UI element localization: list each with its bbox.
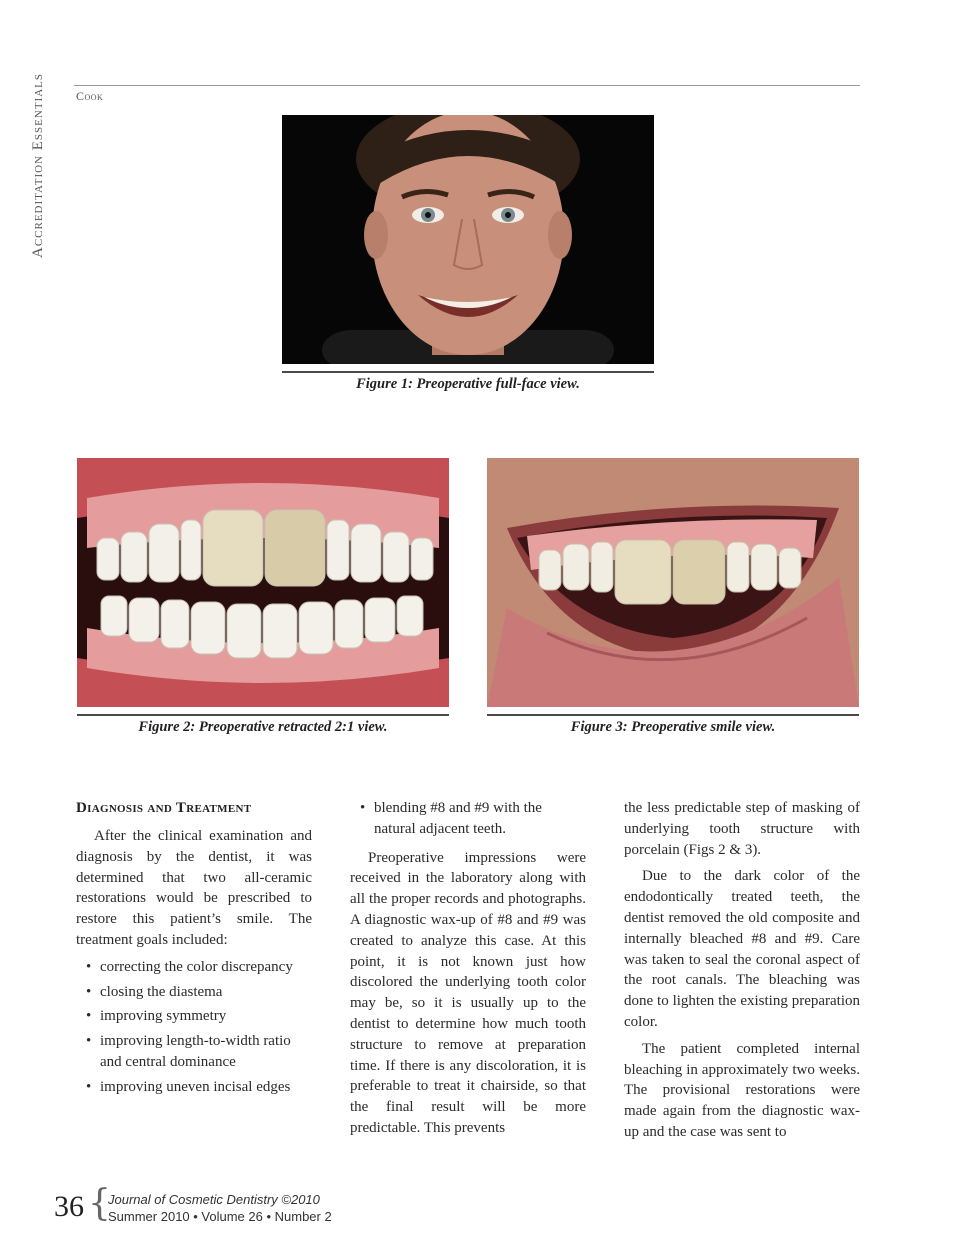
column-2 xyxy=(350,798,586,1145)
figure-3-caption: Figure 3: Preoperative smile view. xyxy=(570,719,776,735)
section-heading: Diagnosis and Treatment xyxy=(76,800,252,816)
figure-2-photo xyxy=(77,458,449,707)
figure-3-rule xyxy=(487,714,859,716)
column-3 xyxy=(624,798,860,1149)
col1-paragraph: After the clinical examination and diagnosis by the dentist, it was determined that two all-ceramic restorations would be prescribed to restore this patient’s smile. The treatment goals included: xyxy=(76,828,312,948)
list-item: • correcting the color discrepancy xyxy=(86,957,312,978)
footer-brace: { xyxy=(88,1183,111,1224)
figure-1-rule xyxy=(282,371,654,373)
list-item: • improving uneven incisal edges xyxy=(86,1077,312,1098)
footer-journal: Journal of Cosmetic Dentistry ©2010 xyxy=(108,1192,320,1207)
running-head: Cook xyxy=(76,89,104,103)
list-item: • improving length-to-width ratio and central dominance xyxy=(86,1031,312,1073)
figure-2-caption: Figure 2: Preoperative retracted 2:1 view. xyxy=(138,719,388,735)
figure-2-rule xyxy=(77,714,449,716)
section-sidebar-title: Accreditation Essentials xyxy=(30,73,46,258)
treatment-goals-list-continued xyxy=(350,798,586,840)
figure-1-caption: Figure 1: Preoperative full-face view. xyxy=(356,376,580,392)
header-rule xyxy=(74,85,860,86)
list-item: • blending #8 and #9 with the natural adjacent teeth. xyxy=(360,798,586,840)
col3-paragraph-3: The patient completed internal bleaching in approximately two weeks. The provisional restorations were made again from the diagnostic wax-up and the case was sent to xyxy=(624,1040,860,1140)
list-item: • improving symmetry xyxy=(86,1006,312,1027)
treatment-goals-list xyxy=(76,957,312,1098)
figure-3-photo xyxy=(487,458,859,707)
footer-issue: Summer 2010 • Volume 26 • Number 2 xyxy=(108,1209,332,1224)
page-number: 36 xyxy=(54,1190,84,1223)
column-1 xyxy=(76,826,312,1102)
col3-paragraph-1: the less predictable step of masking of underlying tooth structure with porcelain (Figs 2 & 3). xyxy=(624,800,860,858)
col2-paragraph: Preoperative impressions were received in the laboratory along with all the proper records and photographs. A diagnostic wax-up of #8 and #9 was created to analyze this case. At this point, it is not known just how discolored the underlying tooth color may be, so it is usually up to the dentist to determine how much tooth structure to remove at preparation time. If there is any discoloration, it is preferable to treat it chairside, so that the final result will be more predictable. This prevents xyxy=(350,849,586,1136)
list-item: • closing the diastema xyxy=(86,982,312,1003)
figure-1-photo xyxy=(282,115,654,364)
col3-paragraph-2: Due to the dark color of the endodontically treated teeth, the dentist removed the old composite and internally bleached #8 and #9. Care was taken to seal the coronal aspect of the root canals. The bleaching was done to lighten the existing preparation color. xyxy=(624,868,860,1030)
